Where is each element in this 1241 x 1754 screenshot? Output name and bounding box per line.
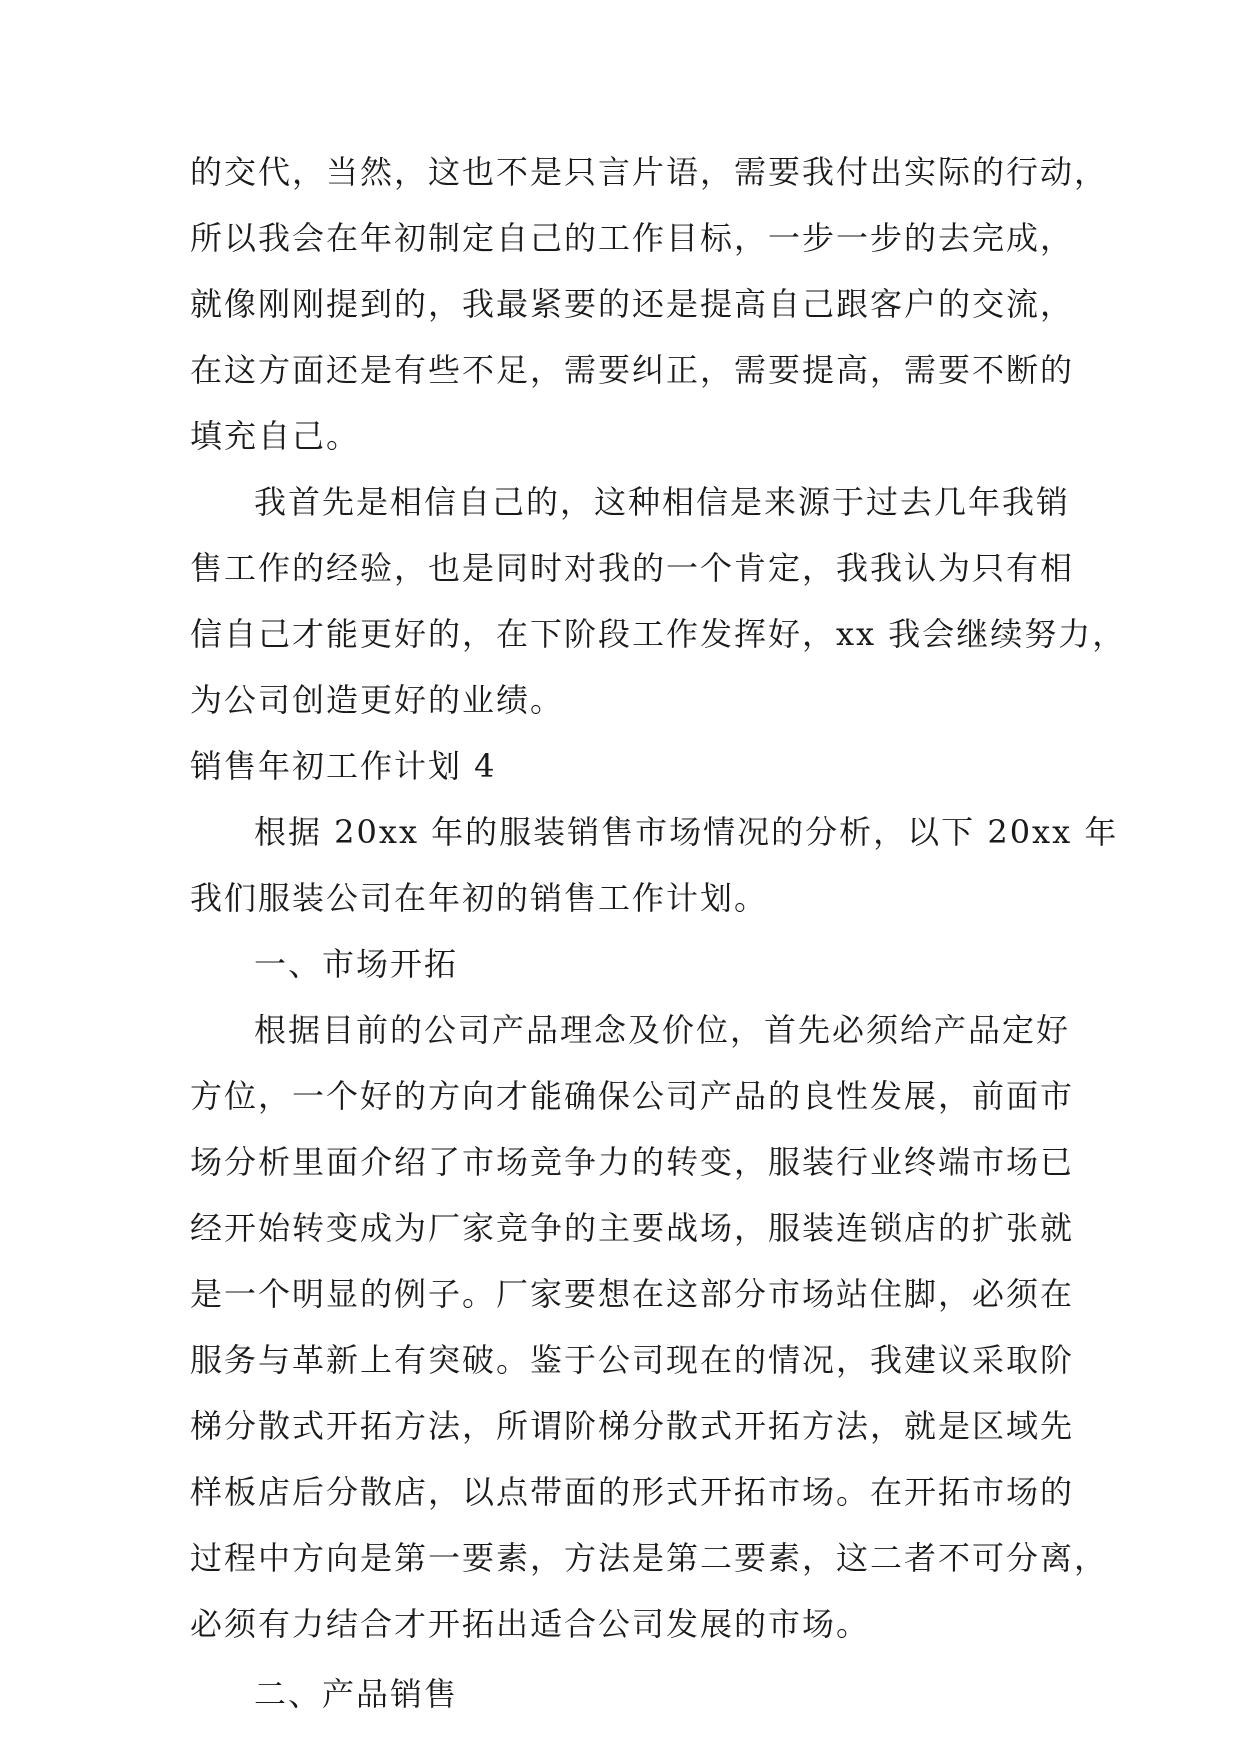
- text-line: 样板店后分散店，以点带面的形式开拓市场。在开拓市场的: [190, 1473, 1075, 1511]
- text-line: 所以我会在年初制定自己的工作目标，一步一步的去完成，: [190, 219, 1075, 257]
- text-line: 在这方面还是有些不足，需要纠正，需要提高，需要不断的: [190, 351, 1075, 389]
- text-line: 为公司创造更好的业绩。: [190, 681, 565, 719]
- text-line: 售工作的经验，也是同时对我的一个肯定，我我认为只有相: [190, 549, 1075, 587]
- subsection-heading: 一、市场开拓: [254, 945, 459, 983]
- paragraph-start-line: 根据目前的公司产品理念及价位，首先必须给产品定好: [254, 1011, 1071, 1049]
- text-line: 过程中方向是第一要素，方法是第二要素，这二者不可分离，: [190, 1539, 1109, 1577]
- text-line: 信自己才能更好的，在下阶段工作发挥好，xx 我会继续努力，: [190, 615, 1127, 653]
- text-line: 方位，一个好的方向才能确保公司产品的良性发展，前面市: [190, 1077, 1075, 1115]
- text-line: 我们服装公司在年初的销售工作计划。: [190, 879, 769, 917]
- text-line: 填充自己。: [190, 417, 361, 455]
- text-line: 必须有力结合才开拓出适合公司发展的市场。: [190, 1605, 871, 1643]
- text-line: 的交代，当然，这也不是只言片语，需要我付出实际的行动，: [190, 153, 1109, 191]
- text-line: 是一个明显的例子。厂家要想在这部分市场站住脚，必须在: [190, 1275, 1075, 1313]
- subsection-heading: 二、产品销售: [254, 1675, 459, 1713]
- paragraph-start-line: 我首先是相信自己的，这种相信是来源于过去几年我销: [254, 483, 1071, 521]
- text-line: 就像刚刚提到的，我最紧要的还是提高自己跟客户的交流，: [190, 285, 1075, 323]
- section-heading: 销售年初工作计划 4: [190, 747, 497, 785]
- text-line: 服务与革新上有突破。鉴于公司现在的情况，我建议采取阶: [190, 1341, 1075, 1379]
- text-line: 场分析里面介绍了市场竞争力的转变，服装行业终端市场已: [190, 1143, 1075, 1181]
- text-line: 梯分散式开拓方法，所谓阶梯分散式开拓方法，就是区域先: [190, 1407, 1075, 1445]
- paragraph-start-line: 根据 20xx 年的服装销售市场情况的分析，以下 20xx 年: [254, 813, 1119, 851]
- text-line: 经开始转变成为厂家竞争的主要战场，服装连锁店的扩张就: [190, 1209, 1075, 1247]
